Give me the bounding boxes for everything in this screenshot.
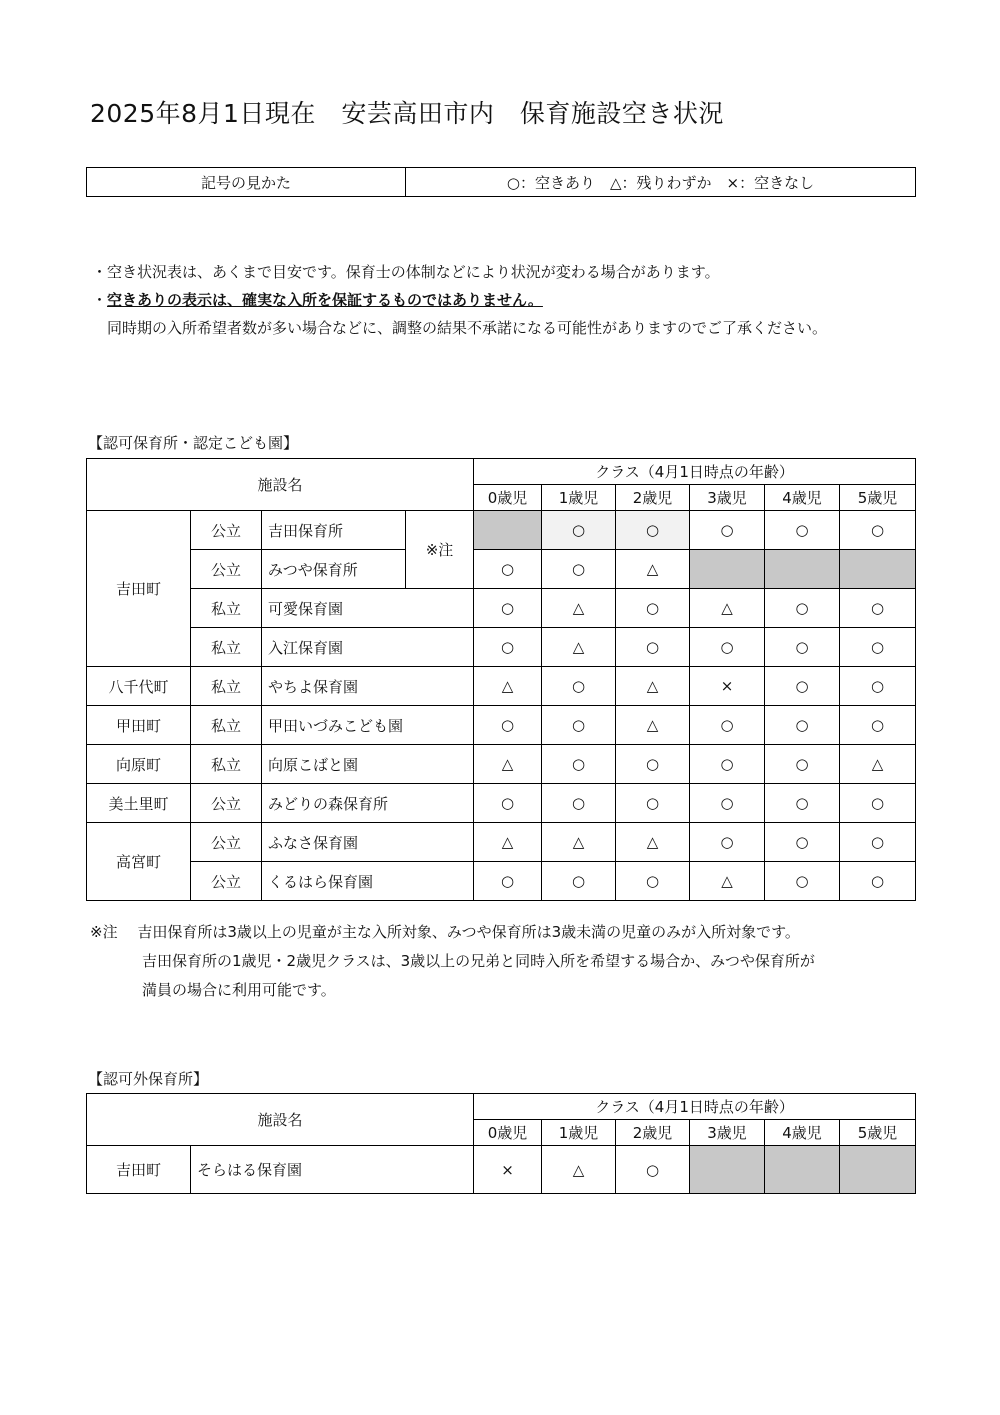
availability-cell: ○ (542, 706, 616, 745)
town-cell: 向原町 (87, 745, 191, 784)
facility-name-cell: くるはら保育園 (262, 862, 474, 901)
facility-name-cell: 吉田保育所 (262, 511, 406, 550)
age-header: 5歳児 (840, 485, 916, 511)
availability-cell: ○ (616, 511, 690, 550)
note-line-3: 同時期の入所希望者数が多い場合などに、調整の結果不承諾になる可能性がありますのでご了承ください。 (92, 319, 828, 337)
table-row (87, 589, 916, 628)
footnote-line-2: 吉田保育所の1歳児・2歳児クラスは、3歳以上の兄弟と同時入所を希望する場合か、みつや保育所が (142, 952, 815, 970)
availability-cell: △ (616, 823, 690, 862)
availability-cell: ○ (765, 784, 840, 823)
age-header: 0歳児 (474, 485, 542, 511)
licensed-availability-table (86, 458, 916, 901)
facility-name-cell: そらはる保育園 (191, 1146, 474, 1194)
availability-cell (690, 1146, 765, 1194)
note-mark-cell: ※注 (406, 511, 474, 589)
availability-cell: ○ (542, 511, 616, 550)
availability-cell (765, 1146, 840, 1194)
age-header: 2歳児 (616, 1120, 690, 1146)
availability-cell: △ (474, 823, 542, 862)
table-row (87, 628, 916, 667)
availability-cell: ○ (690, 745, 765, 784)
availability-cell: ○ (690, 823, 765, 862)
availability-cell: △ (616, 550, 690, 589)
availability-cell: ○ (616, 1146, 690, 1194)
availability-cell: ○ (474, 862, 542, 901)
availability-cell: △ (474, 745, 542, 784)
facility-name-cell: みつや保育所 (262, 550, 406, 589)
availability-cell: ○ (765, 862, 840, 901)
ownership-cell: 私立 (191, 667, 262, 706)
unlicensed-availability-table (86, 1093, 916, 1194)
age-header: 1歳児 (542, 485, 616, 511)
availability-cell: △ (690, 589, 765, 628)
legend-label: 記号の見かた (87, 168, 406, 197)
ownership-cell: 公立 (191, 784, 262, 823)
availability-cell: ○ (474, 550, 542, 589)
availability-cell: ○ (840, 511, 916, 550)
table-row (87, 706, 916, 745)
availability-cell: ○ (690, 706, 765, 745)
ownership-cell: 私立 (191, 628, 262, 667)
availability-cell: △ (542, 1146, 616, 1194)
facility-name-cell: 可愛保育園 (262, 589, 474, 628)
availability-cell: ○ (765, 745, 840, 784)
ownership-cell: 公立 (191, 823, 262, 862)
class-header: クラス（4月1日時点の年齢） (474, 1094, 916, 1120)
ownership-cell: 公立 (191, 550, 262, 589)
table-row (87, 784, 916, 823)
age-header: 1歳児 (542, 1120, 616, 1146)
availability-cell: ○ (474, 628, 542, 667)
availability-cell: ○ (765, 589, 840, 628)
availability-cell: △ (474, 667, 542, 706)
availability-cell: ○ (765, 667, 840, 706)
note-line-2-emphasis: 空きありの表示は、確実な入所を保証するものではありません。 (107, 291, 543, 309)
table-row (87, 823, 916, 862)
age-header: 4歳児 (765, 485, 840, 511)
availability-cell: ○ (542, 550, 616, 589)
facility-name-cell: 向原こばと園 (262, 745, 474, 784)
age-header: 3歳児 (690, 1120, 765, 1146)
availability-cell: △ (840, 745, 916, 784)
availability-cell: ○ (840, 667, 916, 706)
legend-text: ○：空きあり △：残りわずか ×：空きなし (406, 168, 916, 197)
note-line-2 (92, 286, 827, 314)
town-cell: 美土里町 (87, 784, 191, 823)
availability-cell: ○ (840, 628, 916, 667)
facility-name-cell: 入江保育園 (262, 628, 474, 667)
availability-cell: ○ (690, 784, 765, 823)
availability-cell: ○ (542, 667, 616, 706)
facility-name-cell: やちよ保育園 (262, 667, 474, 706)
availability-cell: ○ (616, 589, 690, 628)
availability-cell: △ (542, 823, 616, 862)
facility-name-cell: みどりの森保育所 (262, 784, 474, 823)
footnote (90, 918, 815, 1005)
age-header: 3歳児 (690, 485, 765, 511)
availability-cell: △ (542, 628, 616, 667)
ownership-cell: 私立 (191, 706, 262, 745)
notes (92, 258, 827, 342)
town-cell: 高宮町 (87, 823, 191, 901)
availability-cell: ○ (690, 511, 765, 550)
availability-cell: ○ (765, 706, 840, 745)
availability-cell: ○ (474, 589, 542, 628)
availability-cell: ○ (542, 784, 616, 823)
facility-name-cell: ふなさ保育園 (262, 823, 474, 862)
availability-cell: ○ (840, 589, 916, 628)
age-header: 5歳児 (840, 1120, 916, 1146)
table-row (87, 511, 916, 550)
town-cell: 八千代町 (87, 667, 191, 706)
availability-cell: ○ (765, 823, 840, 862)
availability-cell: △ (616, 706, 690, 745)
facility-name-cell: 甲田いづみこども園 (262, 706, 474, 745)
note-line-1: ・空き状況表は、あくまで目安です。保育士の体制などにより状況が変わる場合があります。 (92, 263, 720, 281)
availability-cell: × (474, 1146, 542, 1194)
availability-cell (840, 550, 916, 589)
note-line-2-prefix: ・ (92, 291, 108, 309)
table-row (87, 550, 916, 589)
age-header: 0歳児 (474, 1120, 542, 1146)
availability-cell: ○ (616, 745, 690, 784)
age-header: 4歳児 (765, 1120, 840, 1146)
availability-cell: ○ (616, 862, 690, 901)
availability-cell: ○ (765, 511, 840, 550)
availability-cell (690, 550, 765, 589)
table-row (87, 667, 916, 706)
ownership-cell: 公立 (191, 511, 262, 550)
town-cell: 吉田町 (87, 511, 191, 667)
ownership-cell: 公立 (191, 862, 262, 901)
footnote-line-1: ※注 吉田保育所は3歳以上の児童が主な入所対象、みつや保育所は3歳未満の児童のみが入所対象です。 (90, 923, 800, 941)
availability-cell (474, 511, 542, 550)
availability-cell: ○ (474, 706, 542, 745)
town-cell: 甲田町 (87, 706, 191, 745)
availability-cell: ○ (840, 862, 916, 901)
availability-cell: △ (616, 667, 690, 706)
table-row (87, 862, 916, 901)
town-cell: 吉田町 (87, 1146, 191, 1194)
availability-cell: ○ (840, 706, 916, 745)
table-row (87, 1146, 916, 1194)
table-row (87, 745, 916, 784)
availability-cell (765, 550, 840, 589)
ownership-cell: 私立 (191, 745, 262, 784)
availability-cell: × (690, 667, 765, 706)
unlicensed-section-label: 【認可外保育所】 (88, 1070, 209, 1088)
availability-cell: ○ (616, 784, 690, 823)
availability-cell: ○ (474, 784, 542, 823)
facility-name-header: 施設名 (87, 459, 474, 511)
ownership-cell: 私立 (191, 589, 262, 628)
age-header: 2歳児 (616, 485, 690, 511)
availability-cell: △ (690, 862, 765, 901)
class-header: クラス（4月1日時点の年齢） (474, 459, 916, 485)
availability-cell: ○ (542, 862, 616, 901)
legend-table (86, 167, 916, 197)
page-title: 2025年8月1日現在 安芸高田市内 保育施設空き状況 (90, 99, 724, 128)
availability-cell: ○ (840, 823, 916, 862)
availability-cell: ○ (690, 628, 765, 667)
availability-cell: ○ (616, 628, 690, 667)
licensed-section-label: 【認可保育所・認定こども園】 (88, 434, 299, 452)
facility-name-header: 施設名 (87, 1094, 474, 1146)
availability-cell: ○ (542, 745, 616, 784)
availability-cell: ○ (765, 628, 840, 667)
availability-cell (840, 1146, 916, 1194)
availability-cell: △ (542, 589, 616, 628)
availability-cell: ○ (840, 784, 916, 823)
footnote-line-3: 満員の場合に利用可能です。 (142, 981, 336, 999)
